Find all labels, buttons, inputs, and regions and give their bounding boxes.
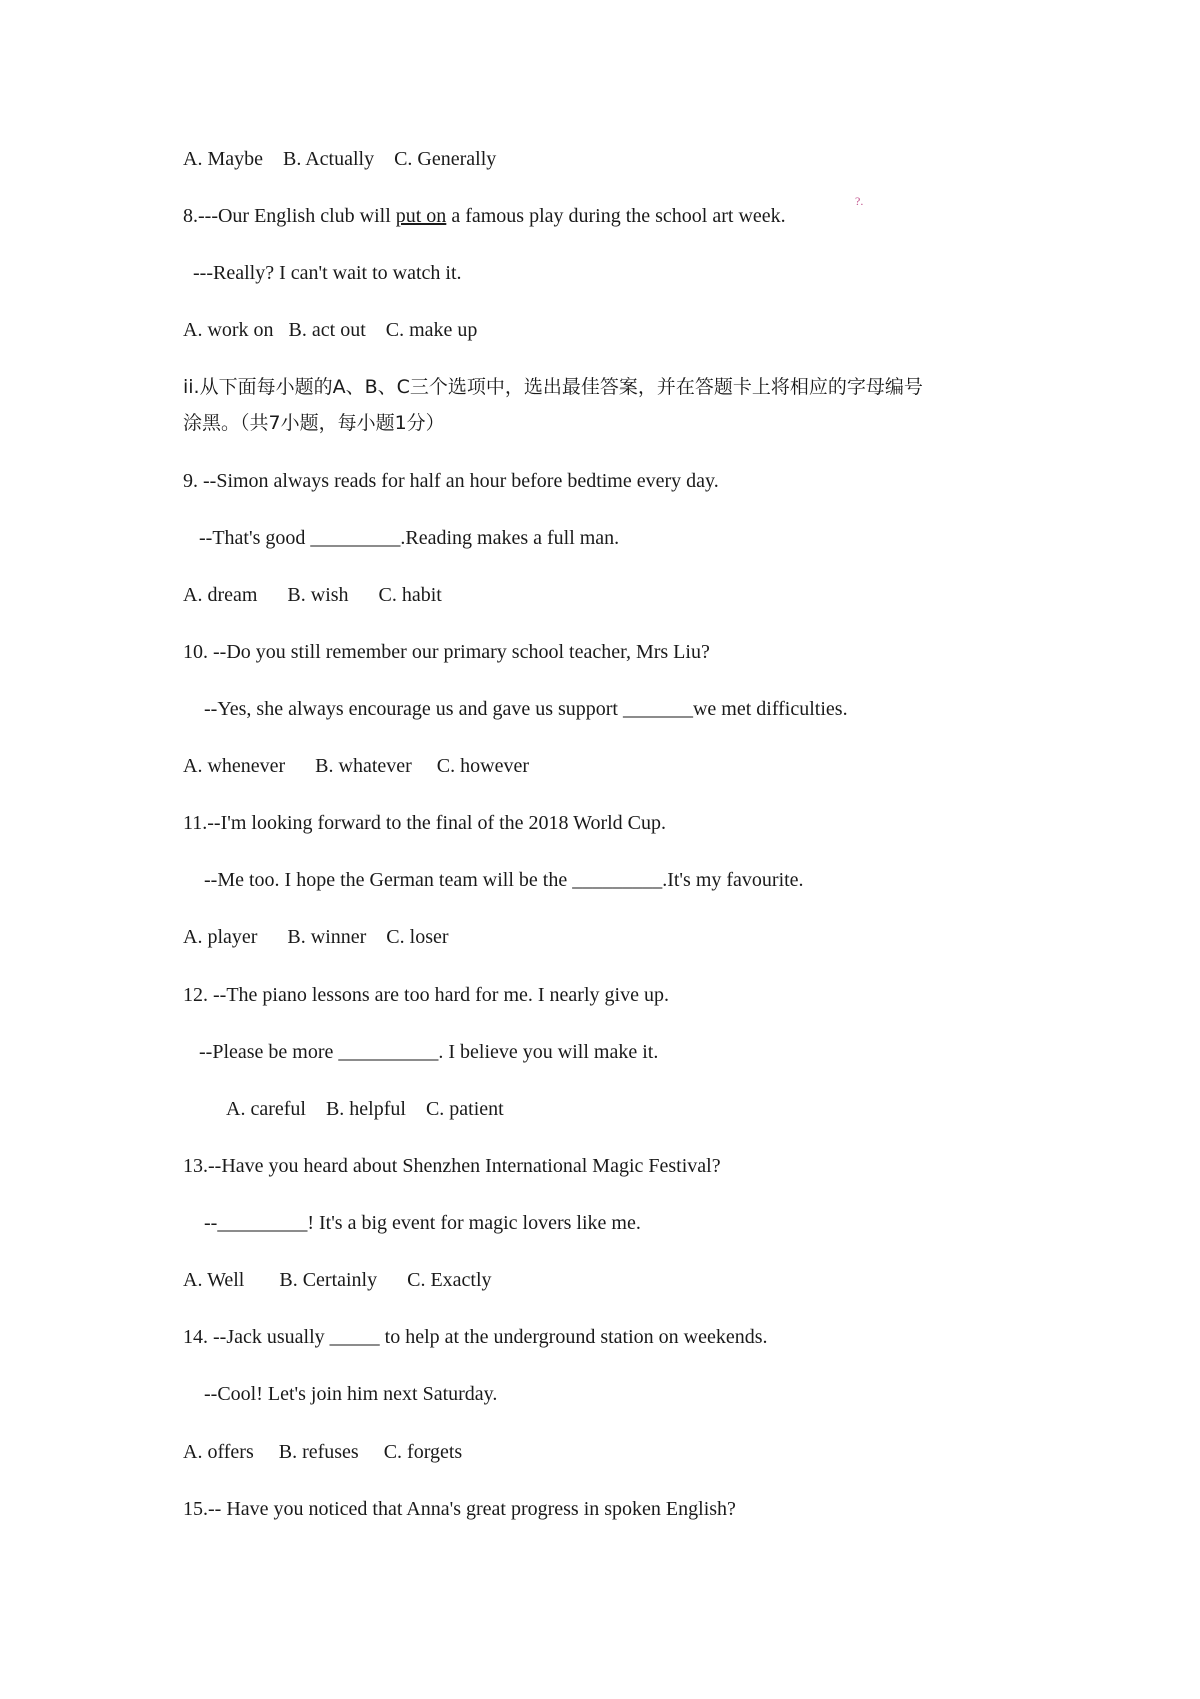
q9-question: 9. --Simon always reads for half an hour before bedtime every day. (183, 470, 719, 492)
q15-question: 15.-- Have you noticed that Anna's great progress in spoken English? (183, 1498, 736, 1520)
section-ii-instruction-line2: 涂黑。（共7小题，每小题1分） (183, 412, 445, 434)
q13-question: 13.--Have you heard about Shenzhen International Magic Festival? (183, 1155, 721, 1177)
q8-text-start: 8.---Our English club will (183, 205, 396, 227)
q8-options: A. work on B. act out C. make up (183, 319, 478, 341)
q14-question: 14. --Jack usually _____ to help at the underground station on weekends. (183, 1326, 768, 1348)
q14-reply: --Cool! Let's join him next Saturday. (204, 1383, 498, 1405)
q12-question: 12. --The piano lessons are too hard for me. I nearly give up. (183, 984, 669, 1006)
q8-underlined-phrase: put on (395, 205, 447, 227)
q14-options: A. offers B. refuses C. forgets (183, 1441, 463, 1463)
q10-reply: --Yes, she always encourage us and gave us support _______we met difficulties. (204, 698, 848, 720)
q8-text-end: a famous play during the school art week. (446, 205, 786, 227)
q7-options: A. Maybe B. Actually C. Generally (183, 148, 497, 170)
q9-options: A. dream B. wish C. habit (183, 584, 442, 606)
q11-reply: --Me too. I hope the German team will be the _________.It's my favourite. (204, 869, 804, 891)
section-ii-instruction-line1: ii.从下面每小题的A、B、C三个选项中，选出最佳答案，并在答题卡上将相应的字母编号 (183, 376, 923, 398)
q11-options: A. player B. winner C. loser (183, 926, 449, 948)
margin-mark: ?. (855, 194, 864, 208)
q13-options: A. Well B. Certainly C. Exactly (183, 1269, 492, 1291)
q12-reply: --Please be more __________. I believe you will make it. (199, 1041, 659, 1063)
q12-options: A. careful B. helpful C. patient (226, 1098, 504, 1120)
q9-reply: --That's good _________.Reading makes a full man. (199, 527, 620, 549)
q10-options: A. whenever B. whatever C. however (183, 755, 530, 777)
q11-question: 11.--I'm looking forward to the final of the 2018 World Cup. (183, 812, 667, 834)
q8-question (183, 204, 786, 228)
q8-reply: ---Really? I can't wait to watch it. (193, 262, 462, 284)
q13-reply: --_________! It's a big event for magic lovers like me. (204, 1212, 641, 1234)
q10-question: 10. --Do you still remember our primary school teacher, Mrs Liu? (183, 641, 710, 663)
